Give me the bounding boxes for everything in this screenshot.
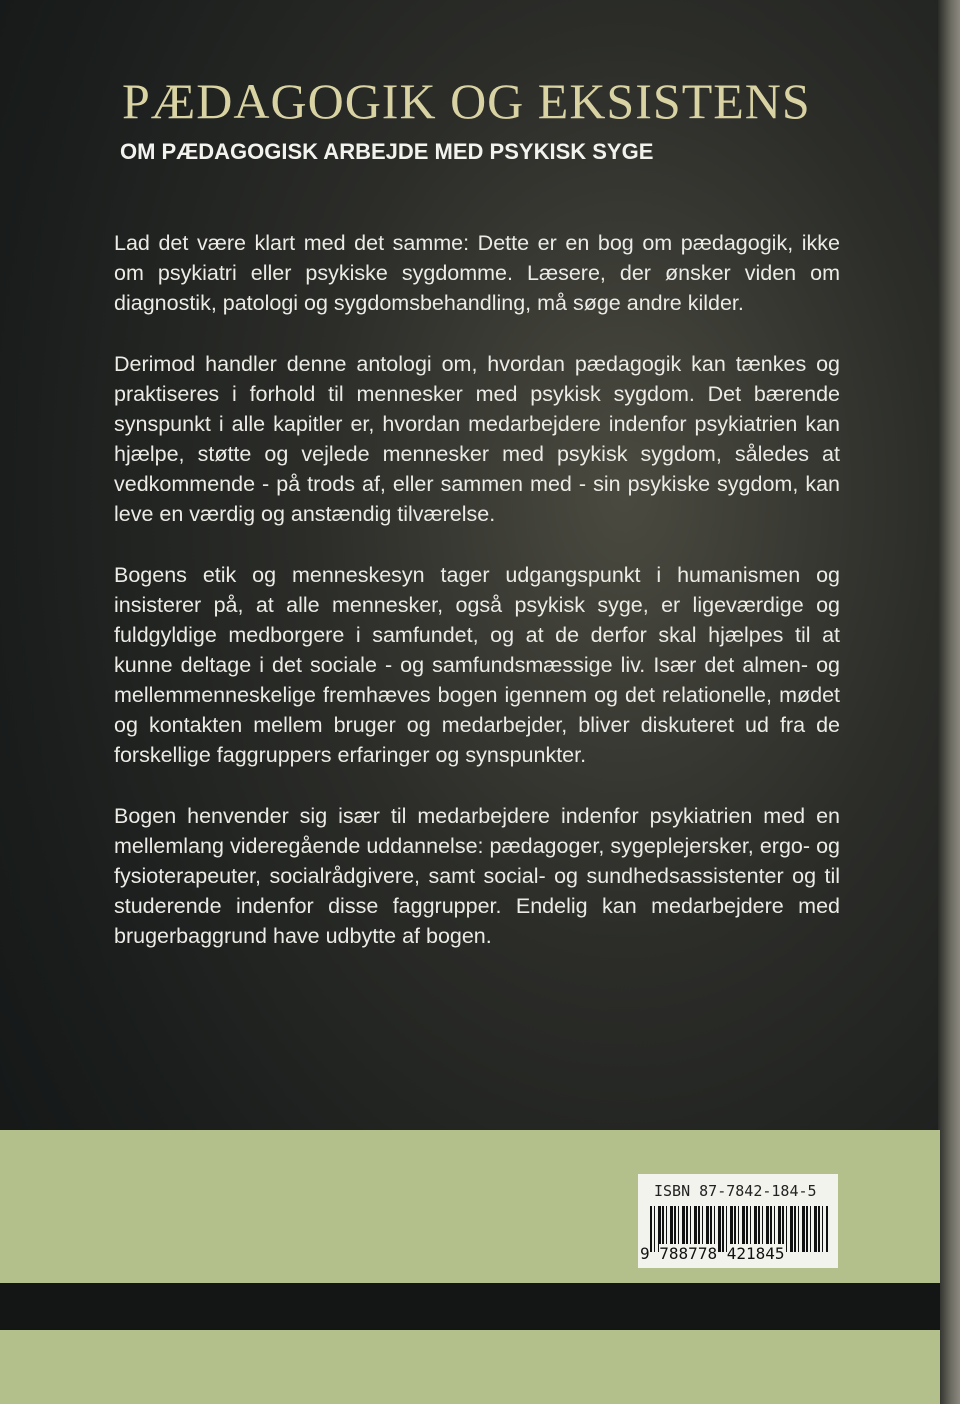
blurb-paragraph: Derimod handler denne antologi om, hvordan pædagogik kan tænkes og praktiseres i forhold til mennesker med psykisk sygdom. Det bærende synspunkt i alle kapitler er, hvordan medarbejdere indenfor psykiatrien kan hjælpe, støtte og vejlede mennesker med psykisk sygdom, således at vedkommende - på trods af, eller sammen med - sin psykiske sygdom, kan leve en værdig og anstændig tilværelse. (114, 352, 840, 526)
blurb-paragraph: Lad det være klart med det samme: Dette er en bog om pædagogik, ikke om psykiatri eller psykiske sygdomme. Læsere, der ønsker viden om diagnostik, patologi og sygdomsbehandling, må søge andre kilder. (114, 231, 840, 315)
book-subtitle: OM PÆDAGOGISK ARBEJDE MED PSYKISK SYGE (120, 139, 654, 164)
barcode-digit-group: 421845 (726, 1244, 785, 1263)
barcode-digits (640, 1244, 785, 1263)
blurb (114, 228, 840, 982)
blurb-paragraph: Bogen henvender sig især til medarbejdere indenfor psykiatrien med en mellemlang videregående uddannelse: pædagoger, sygeplejersker, ergo- og fysioterapeuter, socialrådgivere, samt social- og sundhedsassistenter og til studerende indenfor disse faggrupper. Endelig kan medarbejdere med brugerbaggrund have udbytte af bogen. (114, 804, 840, 948)
book-edge (938, 0, 960, 1404)
barcode-digit-group: 9 (640, 1244, 650, 1263)
green-band-bottom (0, 1330, 940, 1404)
isbn-barcode (638, 1174, 838, 1268)
book-title: PÆDAGOGIK OG EKSISTENS (122, 73, 811, 129)
blurb-paragraph: Bogens etik og menneskesyn tager udgangspunkt i humanismen og insisterer på, at alle mennesker, også psykisk syge, er ligeværdige og fuldgyldige medborgere i samfundet, og at de derfor skal hjælpes til at kunne deltage i det sociale - og samfundsmæssige liv. Især det almen- og mellemmenneskelige fremhæves bogen igennem og det relationelle, mødet og kontakten mellem bruger og medarbejder, bliver diskuteret ud fra de forskellige faggruppers erfaringer og synspunkter. (114, 563, 840, 767)
isbn-text: ISBN 87-7842-184-5 (654, 1182, 817, 1200)
black-stripe (0, 1283, 940, 1330)
barcode-digit-group: 788778 (659, 1244, 718, 1263)
